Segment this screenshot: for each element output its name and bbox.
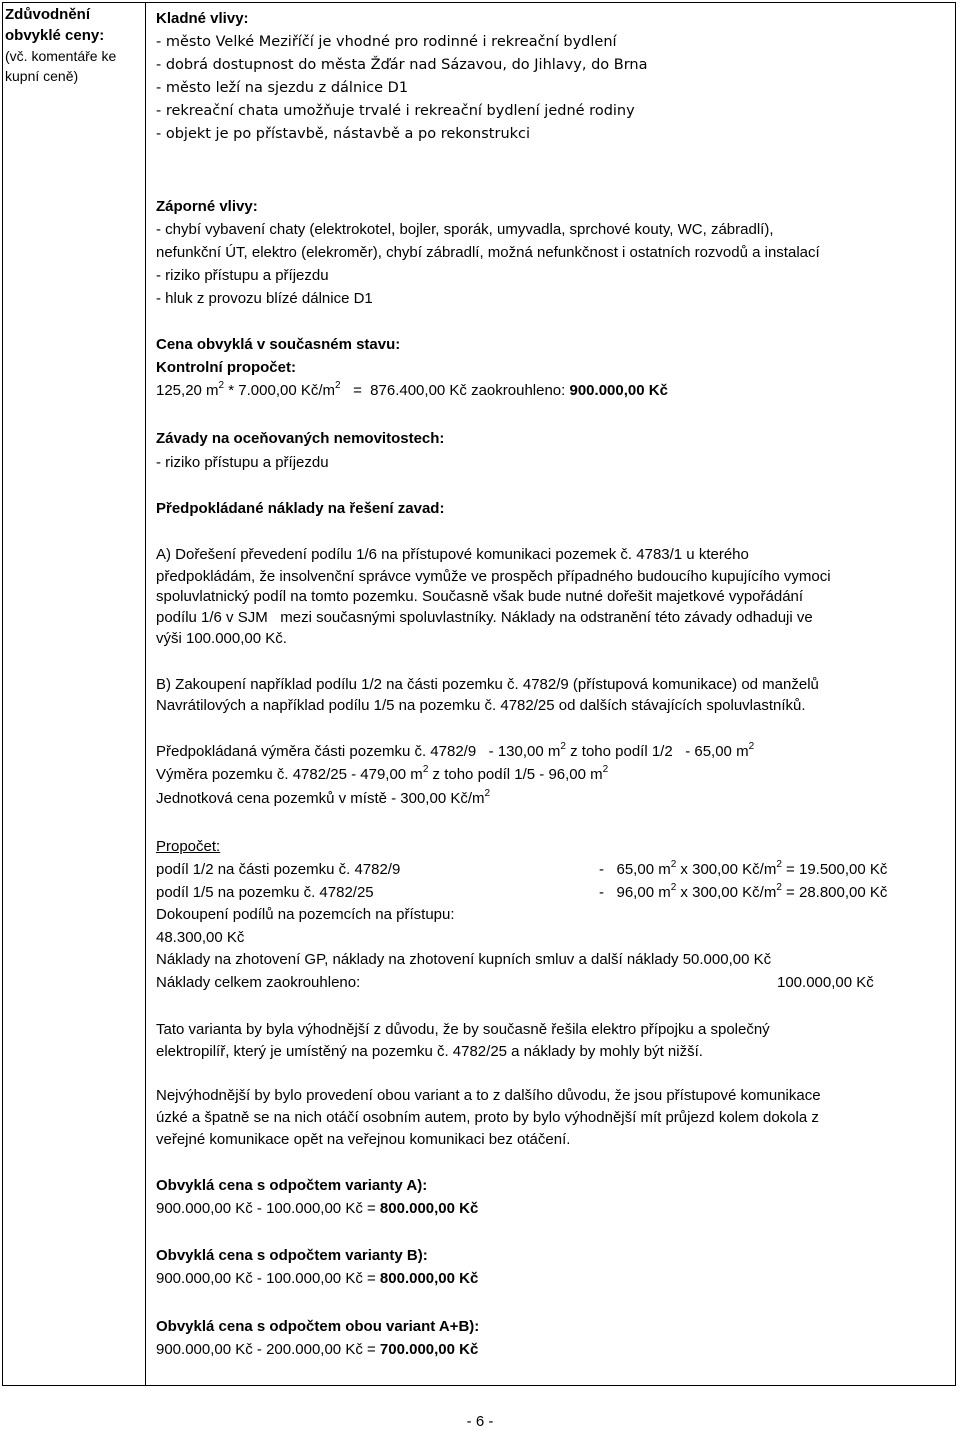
left-note-line2: kupní ceně): [5, 68, 79, 84]
purchase-value: 48.300,00 Kč: [156, 929, 245, 946]
variant-a-line: předpokládám, že insolvenční správce vymůže ve prospěch případného budoucího kupujícího vymoci: [156, 568, 831, 585]
note-line: úzké a špatně se na nich otáčí osobním autem, proto by bylo výhodnější mít průjezd kolem dokola z: [156, 1109, 819, 1126]
negative-item: nefunkční ÚT, elektro (elekroměr), chybí zábradlí, možná nefunkčnost i ostatních rozvodů a instalací: [156, 244, 820, 261]
result-value: 800.000,00 Kč: [379, 1200, 479, 1217]
result-calc: 900.000,00 Kč - 200.000,00 Kč = 700.000,00 Kč: [156, 1341, 479, 1358]
area-line: Předpokládaná výměra části pozemku č. 4782/9 - 130,00 $m^2$ z toho podíl 1/2 - 65,00 $m^2$: [156, 741, 755, 760]
note-line: Nejvýhodnější by bylo provedení obou variant a to z dalšího důvodu, že jsou přístupové komunikace: [156, 1087, 821, 1104]
positives-heading: Kladné vlivy:: [156, 10, 249, 27]
positive-item: - dobrá dostupnost do města Žďár nad Sázavou, do Jihlavy, do Brna: [156, 57, 648, 73]
left-column: [5, 4, 143, 86]
left-heading-line1: Zdůvodnění: [5, 6, 90, 23]
left-heading-line2: obvyklé ceny:: [5, 27, 105, 44]
result-heading: Obvyklá cena s odpočtem varianty A):: [156, 1177, 428, 1194]
positive-item: - rekreační chata umožňuje trvalé i rekreační bydlení jedné rodiny: [156, 103, 635, 119]
calc-row-label: podíl 1/5 na pozemku č. 4782/25: [156, 884, 374, 901]
negatives-heading: Záporné vlivy:: [156, 198, 258, 215]
area-line: Jednotková cena pozemků v místě - 300,00 $Kč/m^2$: [156, 788, 491, 807]
calc-row-value: - 65,00 $m^2$ x 300,00 $Kč/m^2 = 19.500,00$ Kč: [599, 859, 888, 878]
calc-row-label: podíl 1/2 na části pozemku č. 4782/9: [156, 861, 401, 878]
costs-heading: Předpokládané náklady na řešení zavad:: [156, 500, 445, 517]
result-value: 800.000,00 Kč: [379, 1270, 479, 1287]
result-heading: Obvyklá cena s odpočtem obou variant A+B):: [156, 1318, 480, 1335]
negative-item: - riziko přístupu a příjezdu: [156, 267, 329, 284]
calc-row-value: - 96,00 $m^2$ x 300,00 $Kč/m^2 = 28.800,00$ Kč: [599, 882, 888, 901]
variant-b-line: Navrátilových a například podílu 1/5 na pozemku č. 4782/25 od dalších stávajících spoluvlastníků.: [156, 697, 806, 714]
area-line: Výměra pozemku č. 4782/25 - 479,00 $m^2$ z toho podíl 1/5 - 96,00 $m^2$: [156, 764, 609, 783]
result-value: 700.000,00 Kč: [379, 1341, 479, 1358]
result-heading: Obvyklá cena s odpočtem varianty B):: [156, 1247, 428, 1264]
variant-a-line: A) Dořešení převedení podílu 1/6 na přístupové komunikaci pozemek č. 4783/1 u kterého: [156, 546, 749, 563]
column-divider: [145, 2, 146, 1386]
note-line: veřejné komunikace opět na veřejnou komunikaci bez otáčení.: [156, 1131, 571, 1148]
negative-item: - chybí vybavení chaty (elektrokotel, bojler, sporák, umyvadla, sprchové kouty, WC, zábradlí),: [156, 221, 774, 238]
positive-item: - objekt je po přístavbě, nástavbě a po rekonstrukci: [156, 126, 531, 142]
defects-heading: Závady na oceňovaných nemovitostech:: [156, 430, 445, 447]
total-label: Náklady celkem zaokrouhleno:: [156, 974, 361, 991]
page-number: - 6 -: [466, 1413, 494, 1430]
note-line: elektropilíř, který je umístěný na pozemku č. 4782/25 a náklady by mohly být nižší.: [156, 1043, 703, 1060]
negative-item: - hluk z provozu blízé dálnice D1: [156, 290, 373, 307]
positive-item: - město leží na sjezdu z dálnice D1: [156, 80, 409, 96]
left-note-line1: (vč. komentáře ke: [5, 48, 117, 64]
check-heading: Kontrolní propočet:: [156, 359, 296, 376]
variant-a-line: spoluvlatnický podíl na tomto pozemku. Současně však bude nutné dořešit majetkové vypořádání: [156, 588, 804, 605]
note-line: Tato varianta by byla výhodnější z důvodu, že by současně řešila elektro přípojku a společný: [156, 1021, 770, 1038]
variant-a-line: výši 100.000,00 Kč.: [156, 630, 287, 647]
price-calculation: 125,20 $m^2 * 7.000,00$ $Kč/m^2 = 876.400,00$ Kč zaokrouhleno: 900.000,00 Kč: [156, 380, 668, 399]
gp-costs-line: Náklady na zhotovení GP, náklady na zhotovení kupních smluv a další náklady 50.000,00 Kč: [156, 951, 772, 968]
result-calc: 900.000,00 Kč - 100.000,00 Kč = 800.000,00 Kč: [156, 1200, 479, 1217]
positive-item: - město Velké Meziříčí je vhodné pro rodinné i rekreační bydlení: [156, 34, 617, 50]
price-result: 900.000,00 Kč: [569, 382, 668, 399]
defect-item: - riziko přístupu a příjezdu: [156, 454, 329, 471]
total-value: 100.000,00 Kč: [777, 974, 874, 991]
variant-b-line: B) Zakoupení například podílu 1/2 na části pozemku č. 4782/9 (přístupová komunikace) od manželů: [156, 676, 819, 693]
result-calc: 900.000,00 Kč - 100.000,00 Kč = 800.000,00 Kč: [156, 1270, 479, 1287]
variant-a-line: podílu 1/6 v SJM mezi současnými spoluvlastníky. Náklady na odstranění této závady odhaduji ve: [156, 609, 813, 626]
calculation-heading: Propočet:: [156, 838, 221, 855]
price-heading: Cena obvyklá v současném stavu:: [156, 336, 401, 353]
purchase-label: Dokoupení podílů na pozemcích na přístupu:: [156, 906, 455, 923]
